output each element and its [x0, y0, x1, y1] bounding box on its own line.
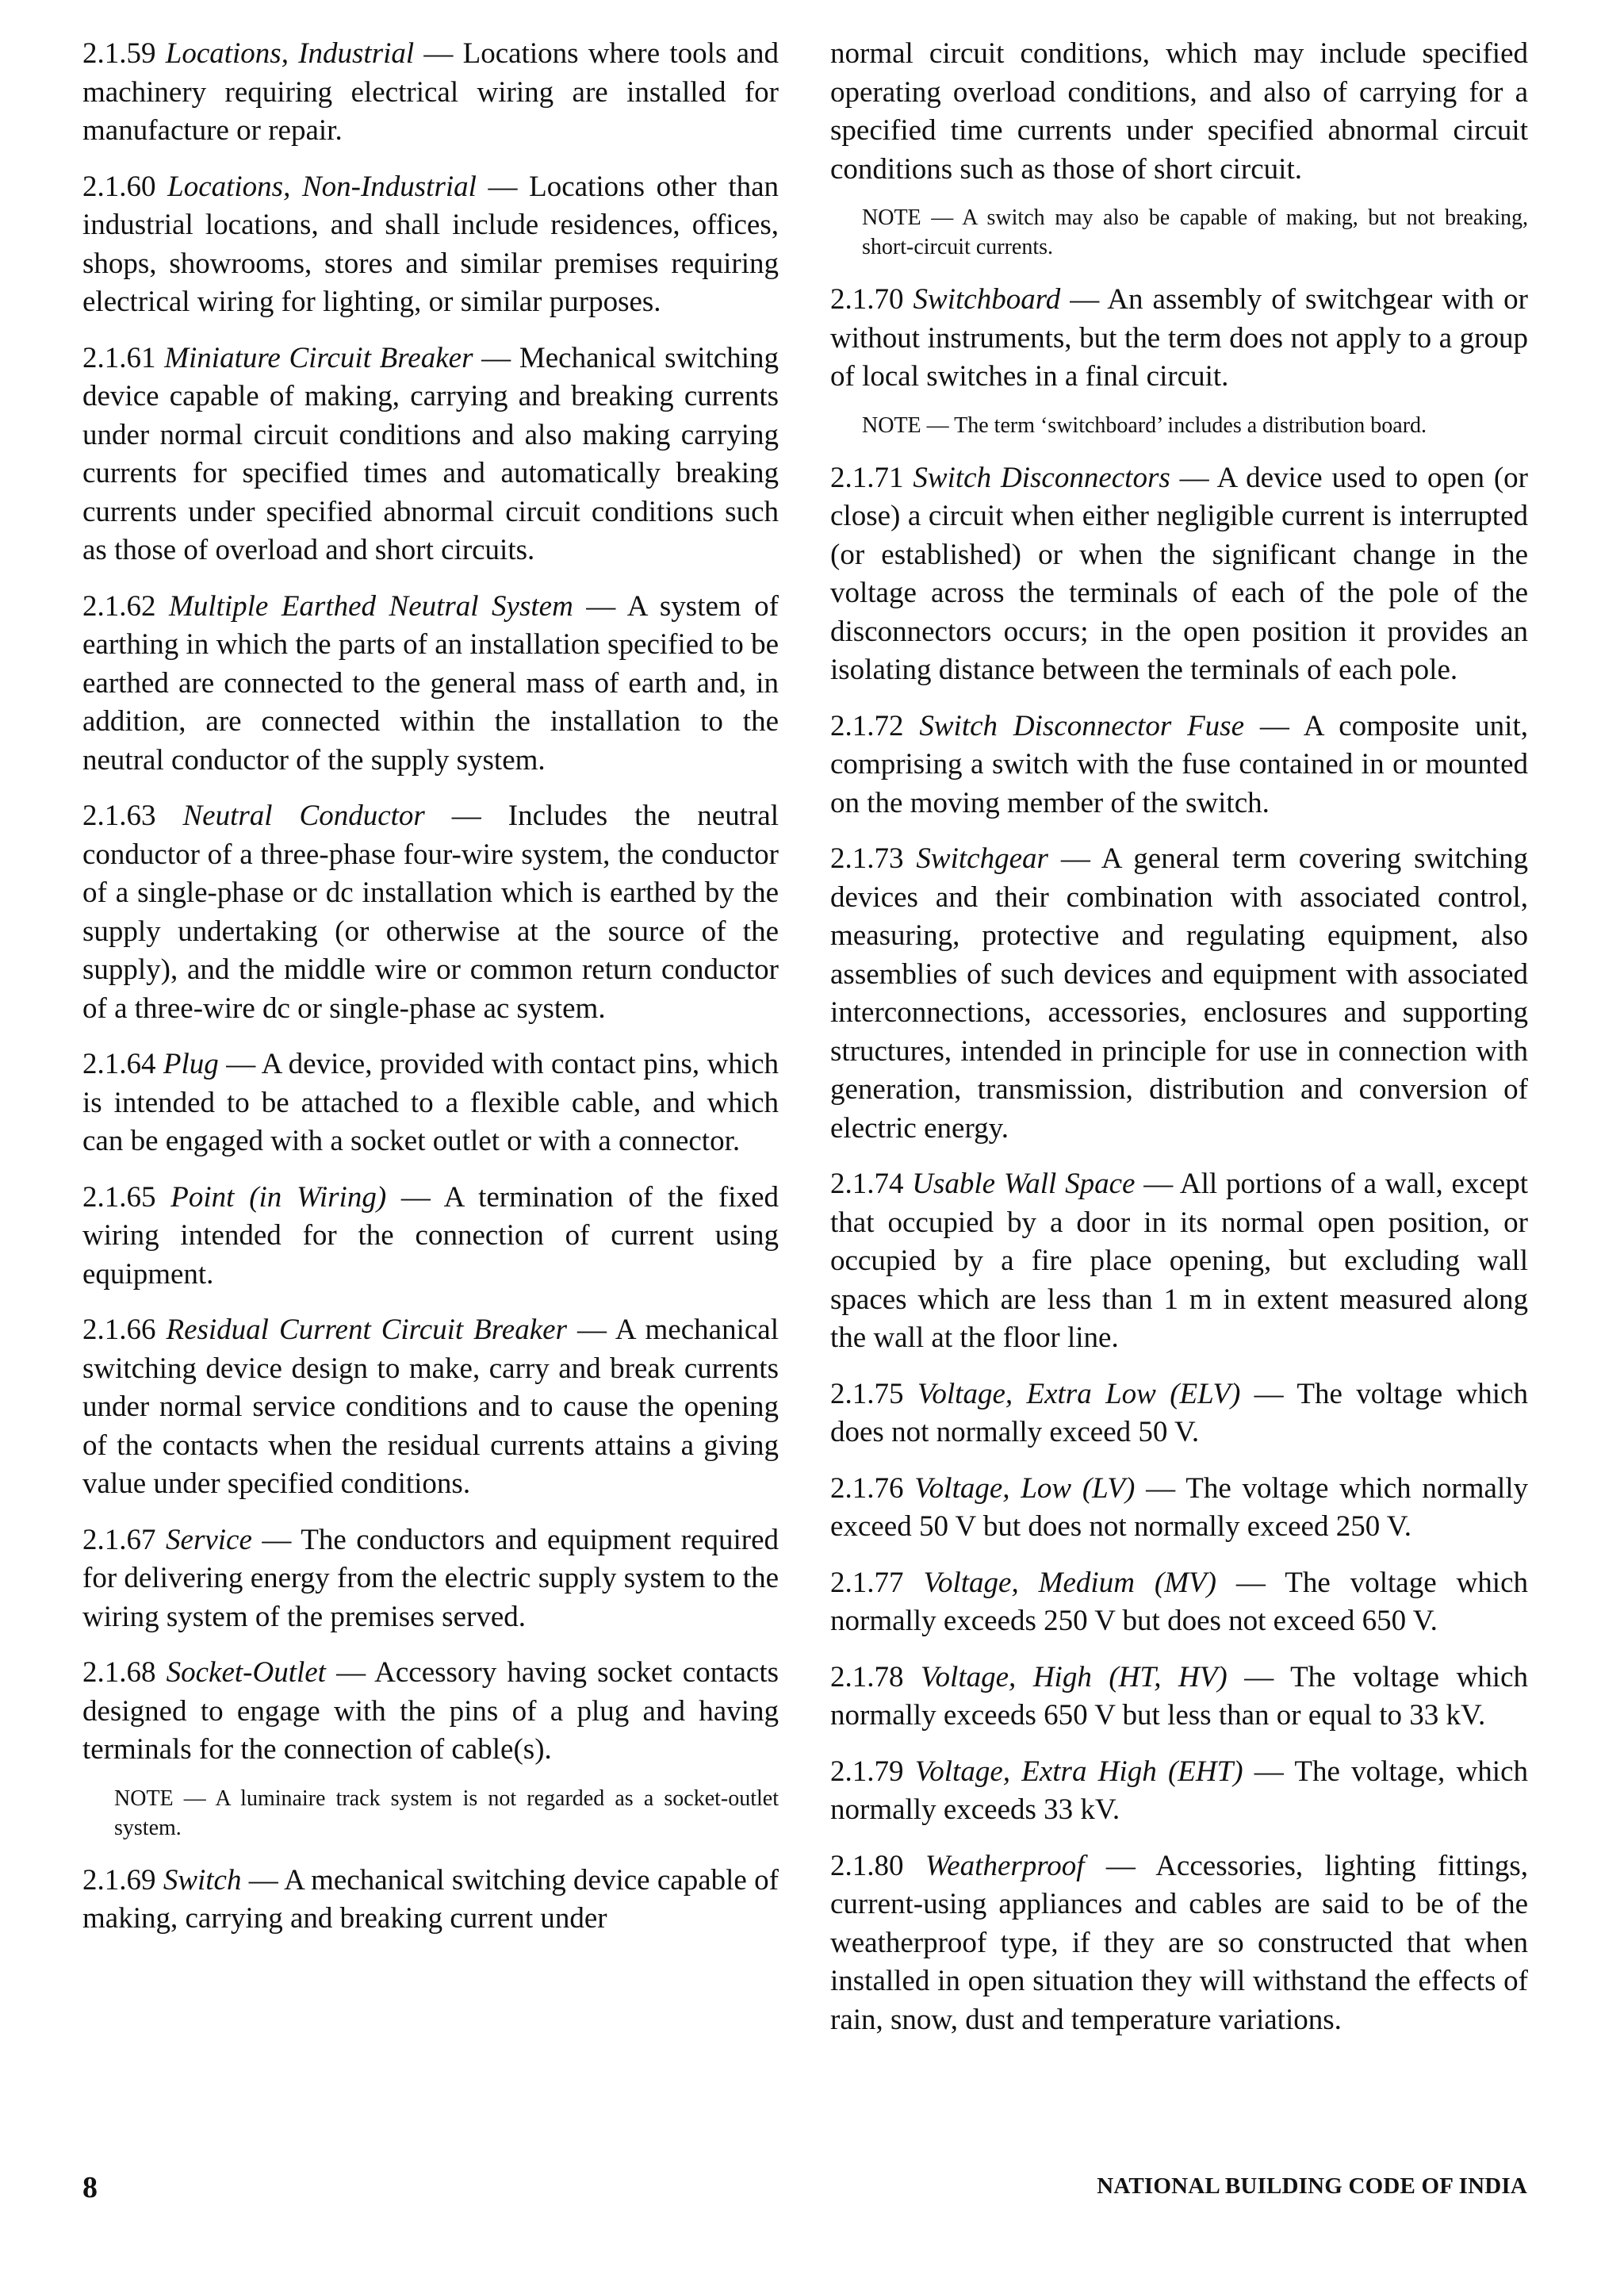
page-number: 8 [82, 2171, 98, 2204]
definition-2-1-70: 2.1.70 Switchboard — An assembly of switchgear with or without instruments, but the term does not apply to a group of local switches in a final circuit. [830, 283, 1528, 393]
definition-2-1-72: 2.1.72 Switch Disconnector Fuse — A composite unit, comprising a switch with the fuse contained in or mounted on the moving member of the switch. [830, 709, 1528, 819]
definition-text: The voltage which normally exceeds 650 V but less than or equal to 33 kV. [830, 1660, 1528, 1732]
term: Service [166, 1523, 252, 1556]
definition-2-1-76: 2.1.76 Voltage, Low (LV) — The voltage which normally exceed 50 V but does not normally exceed 250 V. [830, 1471, 1529, 1543]
definition-text: A general term covering switching devices and their combination with associated control, measuring, protective and regulating equipment, also assemblies of such devices and equipment with associated interconnections, accessories, enclosures and supporting structures, intended in principle for use in connection with generation, transmission, distribution and conversion of electric energy. [830, 842, 1528, 1145]
definition-text: Includes the neutral conductor of a three-phase four-wire system, the conductor of a single-phase or dc installation which is earthed by the supply undertaking (or otherwise at the source of the supply), and the middle wire or common return conductor of a three-wire dc or single-phase ac system. [82, 800, 779, 1025]
definition-2-1-62: 2.1.62 Multiple Earthed Neutral System — A system of earthing in which the parts of an installation specified to be earthed are connected to the general mass of earth and, in addition, are connected within the installation to the neutral conductor of the supply system. [82, 589, 779, 777]
definition-text: A composite unit, comprising a switch with the fuse contained in or mounted on the moving member of the switch. [830, 709, 1528, 819]
definition-2-1-61: 2.1.61 Miniature Circuit Breaker — Mechanical switching device capable of making, carrying and breaking currents under normal circuit conditions and also making carrying currents for specified times and automatically breaking currents under specified abnormal circuit conditions such as those of overload and short circuits. [82, 341, 779, 566]
term: Voltage, Extra High (EHT) [914, 1755, 1243, 1788]
term: Switchboard [913, 283, 1061, 316]
definition-2-1-80: 2.1.80 Weatherproof — Accessories, lighting fittings, current-using appliances and cables are said to be of the weatherproof type, if they are so constructed that when installed in open situation they will withstand the effects of rain, snow, dust and temperature variations. [830, 1849, 1529, 2036]
term: Neutral Conductor [182, 800, 425, 832]
definition-2-1-69-continued [830, 35, 1528, 189]
term: Residual Current Circuit Breaker [166, 1314, 567, 1346]
right-column [830, 35, 1528, 2057]
term: Usable Wall Space [912, 1168, 1136, 1200]
definition-2-1-65: 2.1.65 Point (in Wiring) — A termination of the fixed wiring intended for the connection of current using equipment. [82, 1180, 779, 1291]
definition-text: Locations where tools and machinery requiring electrical wiring are installed for manufacture or repair. [82, 37, 779, 147]
term: Switchgear [916, 842, 1048, 875]
definition-text: Accessory having socket contacts designed to engage with the pins of a plug and having terminals for the connection of cable(s). [82, 1656, 779, 1766]
definition-text: The voltage which does not normally exceed 50 V. [830, 1377, 1528, 1448]
term: Voltage, Medium (MV) [923, 1566, 1216, 1599]
term: Voltage, Low (LV) [914, 1471, 1136, 1505]
term: Plug [163, 1048, 219, 1080]
term: Voltage, Extra Low (ELV) [917, 1377, 1241, 1410]
term: Voltage, High (HT, HV) [921, 1660, 1228, 1693]
definition-text: An assembly of switchgear with or without instruments, but the term does not apply to a group of local switches in a final circuit. [830, 283, 1528, 393]
definition-text: Locations other than industrial locations, and shall include residences, offices, shops, showrooms, stores and similar premises requiring electrical wiring for lighting, or similar purposes. [82, 170, 779, 318]
book-title: NATIONAL BUILDING CODE OF INDIA [1097, 2173, 1527, 2199]
term: Switch [163, 1863, 242, 1897]
term: Multiple Earthed Neutral System [168, 589, 573, 623]
term: Locations, Non-Industrial [167, 170, 477, 203]
left-column [82, 35, 779, 1956]
definition-text: A mechanical switching device capable of making, carrying and breaking current under [82, 1863, 779, 1935]
definition-text: The voltage which normally exceed 50 V but does not normally exceed 250 V. [830, 1471, 1529, 1543]
definition-text: The voltage, which normally exceeds 33 kV. [830, 1755, 1528, 1826]
definition-text: Mechanical switching device capable of making, carrying and breaking currents under normal circuit conditions and also making carrying currents for specified times and automatically breaking currents under specified abnormal circuit conditions such as those of overload and short circuits. [82, 341, 779, 566]
note-switchboard: NOTE — The term ‘switchboard’ includes a distribution board. [862, 412, 1427, 438]
definition-text: The conductors and equipment required for delivering energy from the electric supply system to the wiring system of the premises served. [82, 1523, 779, 1633]
page-footer [82, 2170, 1527, 2202]
definition-text: A device used to open (or close) a circuit when either negligible current is interrupted (or established) or when the significant change in the voltage across the terminals of each of the pole of the disconnectors occurs; in the open position it provides an isolating distance between the terminals of each pole. [830, 461, 1529, 686]
definition-2-1-68: 2.1.68 Socket-Outlet — Accessory having socket contacts designed to engage with the pins of a plug and having terminals for the connection of cable(s). [82, 1656, 779, 1766]
definition-2-1-67: 2.1.67 Service — The conductors and equipment required for delivering energy from the electric supply system to the wiring system of the premises served. [82, 1523, 779, 1633]
definition-2-1-60: 2.1.60 Locations, Non-Industrial — Locations other than industrial locations, and shall include residences, offices, shops, showrooms, stores and similar premises requiring electrical wiring for lighting, or similar purposes. [82, 170, 779, 318]
definition-text: The voltage which normally exceeds 250 V but does not exceed 650 V. [830, 1566, 1528, 1637]
term: Miniature Circuit Breaker [164, 341, 473, 374]
definition-2-1-71: 2.1.71 Switch Disconnectors — A device used to open (or close) a circuit when either negligible current is interrupted (or established) or when the significant change in the voltage across the terminals of each of the pole of the disconnectors occurs; in the open position it provides an isolating distance between the terminals of each pole. [830, 461, 1529, 686]
definition-text: A system of earthing in which the parts of an installation specified to be earthed are connected to the general mass of earth and, in addition, are connected within the installation to the neutral conductor of the supply system. [82, 589, 779, 777]
term: Locations, Industrial [165, 37, 415, 70]
definition-text: Accessories, lighting fittings, current-using appliances and cables are said to be of the weatherproof type, if they are so constructed that when installed in open situation they will withstand the effects of rain, snow, dust and temperature variations. [830, 1849, 1529, 2036]
definition-2-1-69: 2.1.69 Switch — A mechanical switching device capable of making, carrying and breaking current under [82, 1863, 779, 1935]
definition-text: A termination of the fixed wiring intended for the connection of current using equipment. [82, 1180, 779, 1291]
definition-text: All portions of a wall, except that occupied by a door in its normal open position, or occupied by a fire place opening, but excluding wall spaces which are less than 1 m in extent measured along the wall at the floor line. [830, 1168, 1529, 1354]
definition-2-1-78: 2.1.78 Voltage, High (HT, HV) — The voltage which normally exceeds 650 V but less than or equal to 33 kV. [830, 1660, 1528, 1732]
note-switch: NOTE — A switch may also be capable of making, but not breaking, short-circuit currents. [862, 205, 1528, 259]
term: Weatherproof [925, 1849, 1085, 1882]
term: Socket-Outlet [166, 1656, 326, 1689]
definition-text: normal circuit conditions, which may include specified operating overload conditions, and also of carrying for a specified time currents under specified abnormal circuit conditions such as those of short circuit. [830, 37, 1528, 186]
definition-2-1-79: 2.1.79 Voltage, Extra High (EHT) — The voltage, which normally exceeds 33 kV. [830, 1755, 1528, 1826]
definition-2-1-74: 2.1.74 Usable Wall Space — All portions of a wall, except that occupied by a door in its normal open position, or occupied by a fire place opening, but excluding wall spaces which are less than 1 m in extent measured along the wall at the floor line. [830, 1168, 1529, 1354]
definition-text: A device, provided with contact pins, which is intended to be attached to a flexible cable, and which can be engaged with a socket outlet or with a connector. [82, 1048, 779, 1157]
definition-2-1-77: 2.1.77 Voltage, Medium (MV) — The voltage which normally exceeds 250 V but does not exceed 650 V. [830, 1566, 1528, 1637]
definition-2-1-66: 2.1.66 Residual Current Circuit Breaker — A mechanical switching device design to make, carry and break currents under normal service conditions and to cause the opening of the contacts when the residual currents attains a giving value under specified conditions. [82, 1314, 779, 1500]
definition-2-1-75: 2.1.75 Voltage, Extra Low (ELV) — The voltage which does not normally exceed 50 V. [830, 1377, 1528, 1448]
definition-2-1-64: 2.1.64 Plug — A device, provided with contact pins, which is intended to be attached to a flexible cable, and which can be engaged with a socket outlet or with a connector. [82, 1048, 779, 1157]
definition-2-1-63: 2.1.63 Neutral Conductor — Includes the neutral conductor of a three-phase four-wire system, the conductor of a single-phase or dc installation which is earthed by the supply undertaking (or otherwise at the source of the supply), and the middle wire or common return conductor of a three-wire dc or single-phase ac system. [82, 800, 779, 1025]
definition-2-1-73: 2.1.73 Switchgear — A general term covering switching devices and their combination with associated control, measuring, protective and regulating equipment, also assemblies of such devices and equipment with associated interconnections, accessories, enclosures and supporting structures, intended in principle for use in connection with generation, transmission, distribution and conversion of electric energy. [830, 842, 1528, 1145]
definition-text: A mechanical switching device design to make, carry and break currents under normal service conditions and to cause the opening of the contacts when the residual currents attains a giving value under specified conditions. [82, 1314, 779, 1500]
term: Switch Disconnectors [913, 461, 1170, 494]
term: Point (in Wiring) [170, 1180, 387, 1214]
note-socket-outlet: NOTE — A luminaire track system is not regarded as a socket-outlet system. [114, 1785, 779, 1840]
definition-2-1-59: 2.1.59 Locations, Industrial — Locations where tools and machinery requiring electrical wiring are installed for manufacture or repair. [82, 37, 779, 147]
term: Switch Disconnector Fuse [919, 709, 1245, 742]
